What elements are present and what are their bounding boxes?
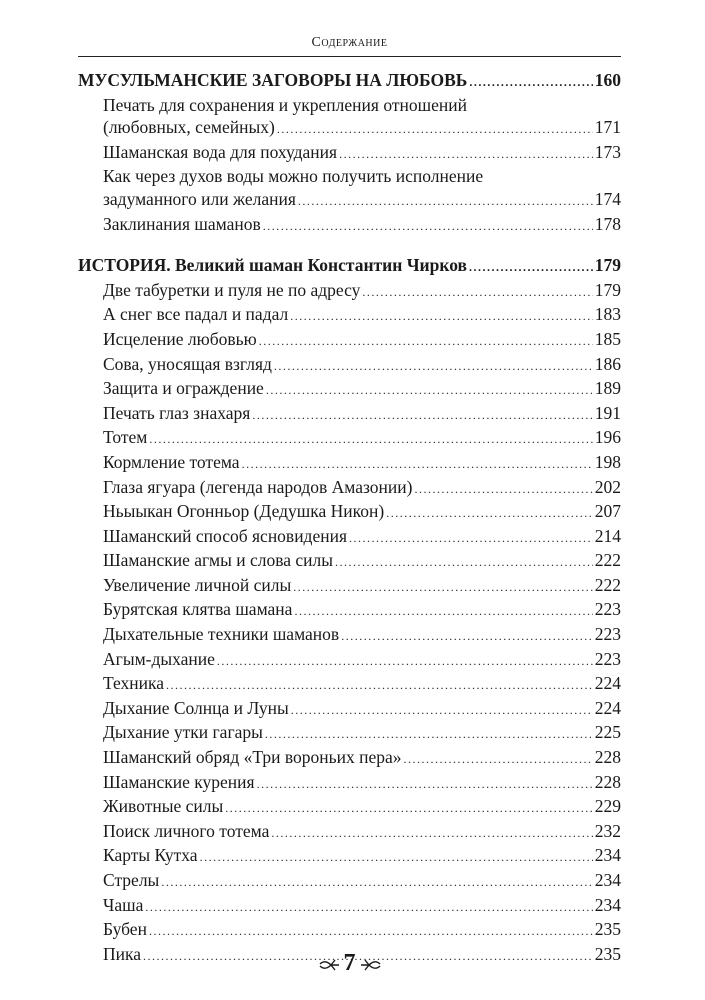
dot-leader (161, 871, 592, 894)
toc-page-number: 234 (594, 845, 621, 866)
dot-leader (298, 190, 593, 213)
toc-entry-title: Стрелы (103, 870, 160, 890)
dot-leader (200, 846, 593, 869)
toc-entry-title: Агым-дыхание (103, 648, 215, 669)
toc-entry-title: Шаманские курения (103, 771, 255, 792)
toc-section-heading (78, 69, 621, 94)
dot-leader (259, 330, 593, 353)
dot-leader (225, 797, 593, 820)
toc-entry-title: Кормление тотема (103, 451, 240, 472)
toc-page-number: 189 (594, 378, 621, 399)
dot-leader (362, 281, 592, 304)
toc-entry (78, 279, 621, 304)
toc-entry-title: Ньыыкан Огонньор (Дедушка Никон) (103, 501, 385, 522)
toc-page-number: 183 (594, 304, 621, 325)
toc-page-number: 235 (594, 919, 621, 940)
toc-entry (78, 116, 621, 141)
dot-leader (335, 551, 593, 574)
table-of-contents (78, 69, 621, 967)
toc-entry-title: Печать глаз знахаря (103, 402, 251, 423)
dot-leader (386, 502, 593, 525)
toc-page-number: 235 (594, 943, 621, 964)
toc-entry-title: Шаманская вода для похудания (103, 141, 338, 162)
toc-page-number: 234 (594, 894, 621, 915)
toc-entry-title: Бубен (103, 919, 147, 940)
toc-entry (78, 771, 621, 796)
toc-entry (78, 820, 621, 845)
dot-leader (339, 143, 593, 166)
toc-entry-title: ИСТОРИЯ. Великий шаман Константин Чирков (78, 255, 467, 276)
header-rule (78, 56, 621, 57)
dot-leader (341, 625, 593, 648)
dot-leader (265, 723, 593, 746)
dot-leader (271, 822, 592, 845)
toc-page-number: 214 (594, 525, 621, 546)
toc-page-number: 186 (594, 353, 621, 374)
toc-entry (78, 141, 621, 166)
toc-page-number: 223 (594, 599, 621, 620)
toc-page-number: 225 (594, 722, 621, 743)
dot-leader (294, 600, 592, 623)
right-ornament-icon (360, 955, 382, 973)
dot-leader (266, 379, 593, 402)
toc-entry-title: Пика (103, 943, 142, 964)
toc-page-number: 223 (594, 624, 621, 645)
toc-page-number: 160 (594, 70, 621, 90)
toc-entry (78, 623, 621, 648)
toc-entry-title: Чаша (103, 894, 144, 915)
toc-entry-title: Защита и ограждение (103, 378, 264, 399)
toc-page-number: 222 (594, 574, 621, 595)
toc-entry-title: Увеличение личной силы (103, 574, 292, 595)
dot-leader (145, 896, 592, 919)
toc-entry (78, 746, 621, 771)
toc-entry (78, 525, 621, 550)
dot-leader (414, 478, 592, 501)
toc-section-heading (78, 254, 621, 279)
toc-entry (78, 844, 621, 869)
toc-page-number: 207 (594, 501, 621, 522)
dot-leader (404, 748, 593, 771)
toc-page-number: 222 (594, 550, 621, 571)
toc-entry-title: Исцеление любовью (103, 328, 257, 349)
toc-entry (78, 549, 621, 574)
toc-page-number: 234 (594, 870, 621, 890)
toc-entry (78, 648, 621, 673)
toc-entry (78, 721, 621, 746)
toc-entry (78, 795, 621, 820)
toc-entry-title: Карты Кутха (103, 845, 198, 866)
toc-entry-title: Тотем (103, 427, 148, 448)
toc-entry (78, 672, 621, 697)
toc-entry-line: Как через духов воды можно получить исполнение (103, 166, 484, 187)
toc-page-number: 185 (594, 328, 621, 349)
toc-entry (78, 353, 621, 378)
toc-entry-title: Глаза ягуара (легенда народов Амазонии) (103, 476, 413, 497)
toc-page-number: 232 (594, 820, 621, 841)
toc-entry-title: Животные силы (103, 796, 224, 817)
dot-leader (217, 650, 593, 673)
toc-entry-title: Заклинания шаманов (103, 213, 261, 234)
toc-page-number: 173 (594, 141, 621, 162)
toc-page-number: 179 (594, 255, 621, 276)
toc-page-number: 174 (594, 188, 621, 209)
toc-page-number: 191 (594, 402, 621, 423)
toc-page-number: 198 (594, 451, 621, 472)
toc-entry (78, 451, 621, 476)
toc-entry (78, 303, 621, 328)
toc-entry-line: Печать для сохранения и укрепления отношений (103, 94, 467, 115)
toc-entry-title: Сова, уносящая взгляд (103, 353, 272, 374)
dot-leader (242, 453, 593, 476)
dot-leader (252, 404, 592, 427)
toc-entry-title: (любовных, семейных) (103, 117, 275, 138)
toc-entry (78, 426, 621, 451)
toc-entry-title: Техника (103, 673, 165, 694)
toc-entry (78, 598, 621, 623)
toc-page-number: 178 (594, 213, 621, 234)
toc-entry-title: Шаманский способ ясновидения (103, 525, 348, 546)
toc-page-number: 171 (594, 117, 621, 138)
toc-page-number: 223 (594, 648, 621, 669)
toc-entry (78, 402, 621, 427)
dot-leader (149, 428, 592, 451)
toc-entry-title: А снег все падал и падал (103, 304, 289, 325)
dot-leader (166, 674, 593, 697)
toc-entry (78, 377, 621, 402)
dot-leader (349, 527, 593, 550)
toc-page-number: 224 (594, 673, 621, 694)
toc-entry (78, 328, 621, 353)
dot-leader (149, 920, 593, 943)
page-folio (78, 950, 621, 977)
toc-page-number: 179 (594, 279, 621, 300)
dot-leader (469, 71, 592, 94)
dot-leader (293, 576, 592, 599)
toc-entry-title: Дыхательные техники шаманов (103, 624, 340, 645)
toc-entry-title: задуманного или желания (103, 188, 296, 209)
dot-leader (277, 118, 593, 141)
toc-entry-title: Бурятская клятва шамана (103, 599, 293, 620)
toc-entry (78, 476, 621, 501)
toc-entry-title: Дыхание утки гагары (103, 722, 263, 743)
toc-entry-title: МУСУЛЬМАНСКИЕ ЗАГОВОРЫ НА ЛЮБОВЬ (78, 70, 468, 90)
dot-leader (290, 305, 593, 328)
dot-leader (263, 215, 593, 238)
page-number: 7 (343, 950, 356, 976)
toc-page-number: 224 (594, 697, 621, 718)
toc-entry (78, 894, 621, 919)
dot-leader (291, 699, 593, 722)
toc-page-number: 196 (594, 427, 621, 448)
toc-entry (78, 188, 621, 213)
toc-entry (78, 213, 621, 238)
toc-entry (78, 500, 621, 525)
toc-page-number: 228 (594, 771, 621, 792)
toc-entry (78, 574, 621, 599)
toc-entry (78, 918, 621, 943)
toc-entry-title: Поиск личного тотема (103, 820, 270, 841)
toc-entry (78, 697, 621, 722)
toc-entry-title: Шаманский обряд «Три вороньих пера» (103, 747, 402, 768)
dot-leader (274, 355, 593, 378)
toc-page-number: 202 (594, 476, 621, 497)
running-head: Содержание (311, 35, 388, 50)
dot-leader (469, 256, 593, 279)
dot-leader (257, 773, 593, 796)
toc-page-number: 228 (594, 747, 621, 768)
toc-entry (78, 869, 621, 894)
toc-entry-title: Две табуретки и пуля не по адресу (103, 279, 361, 300)
toc-entry-title: Дыхание Солнца и Луны (103, 697, 289, 718)
toc-entry-title: Шаманские агмы и слова силы (103, 550, 333, 571)
book-page (78, 0, 621, 1000)
toc-page-number: 229 (594, 796, 621, 817)
left-ornament-icon (318, 955, 340, 973)
